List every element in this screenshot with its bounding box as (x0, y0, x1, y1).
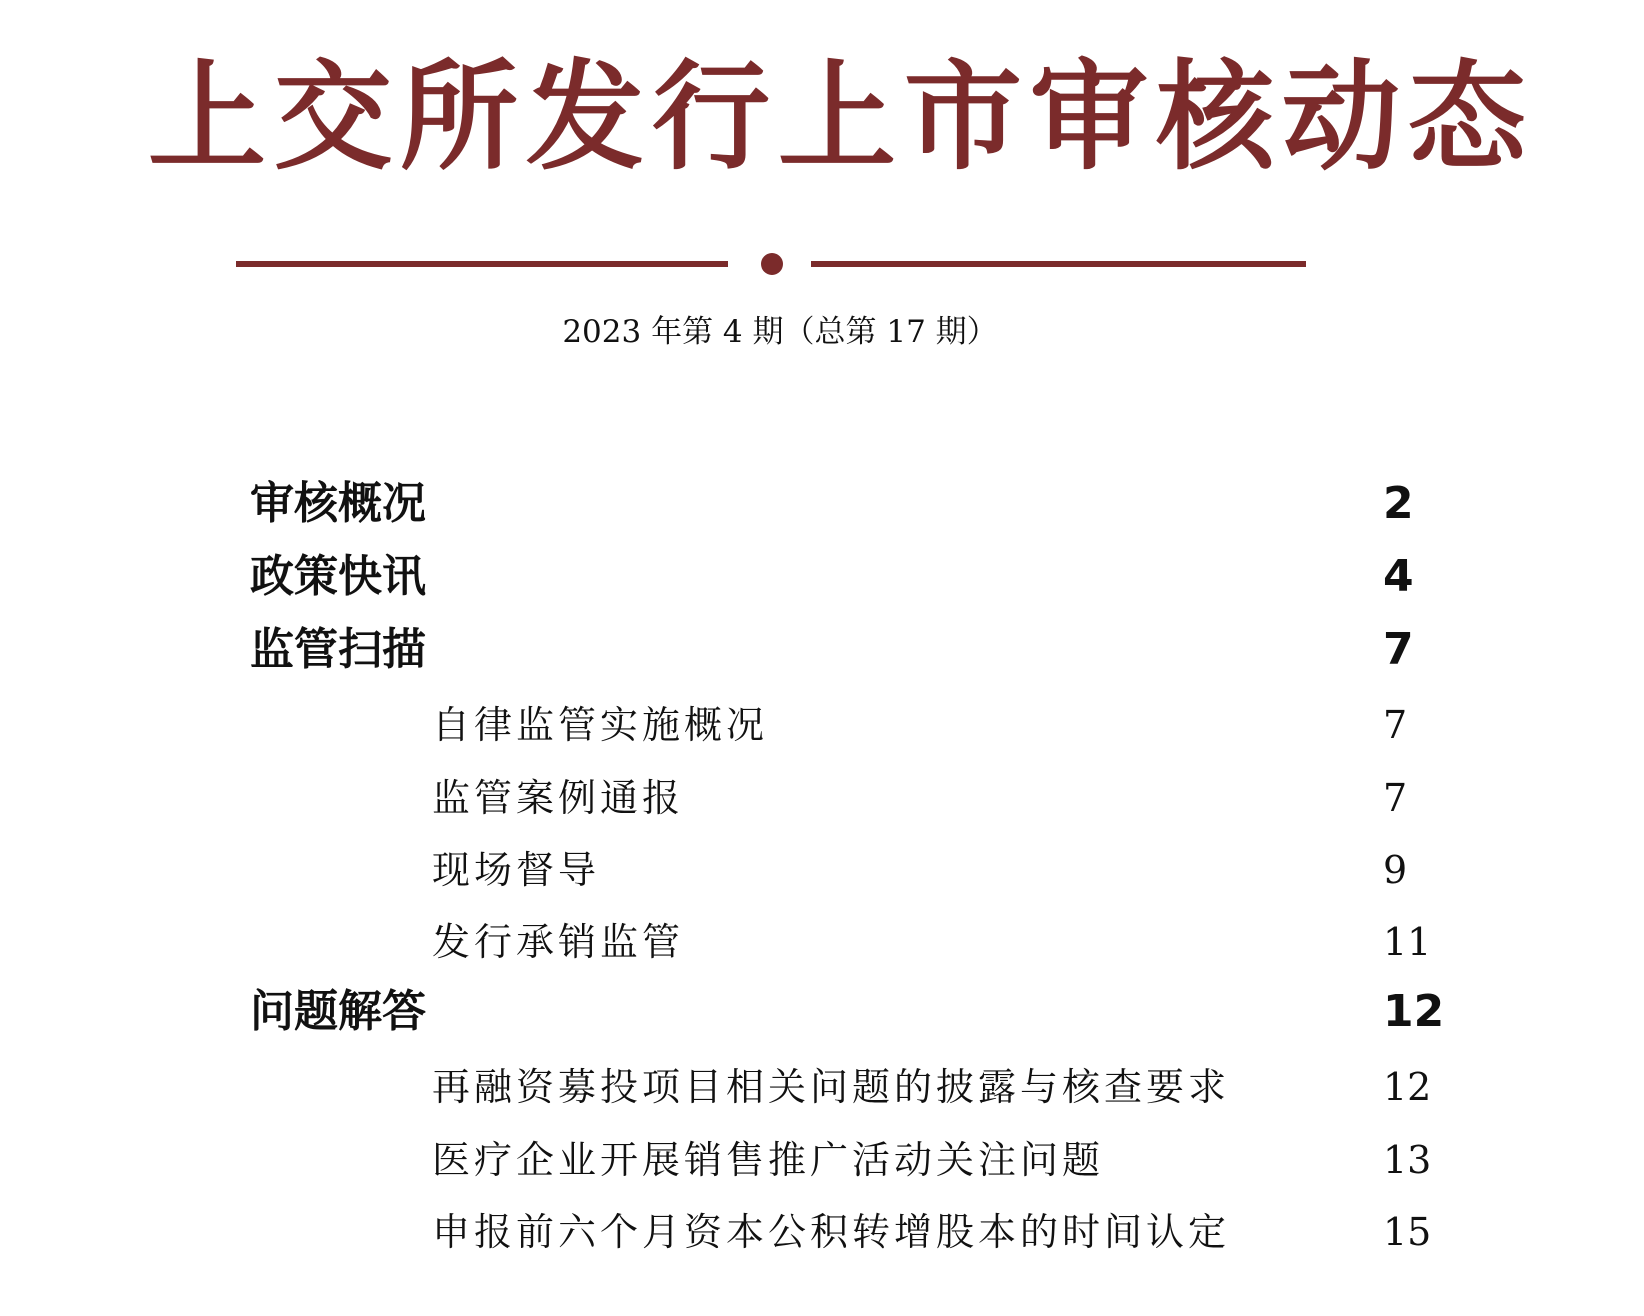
toc-entry-title: 监管案例通报 (432, 776, 685, 820)
toc-entry-self-regulation-overview[interactable] (0, 695, 1644, 755)
toc-entry-title: 审核概况 (250, 478, 426, 529)
toc-entry-page: 7 (1383, 776, 1408, 820)
toc-entry-case-reports[interactable] (0, 768, 1644, 828)
toc-entry-title: 政策快讯 (250, 551, 426, 602)
toc-entry-title: 发行承销监管 (432, 920, 685, 964)
toc-entry-page: 7 (1383, 624, 1414, 675)
toc-entry-page: 12 (1383, 986, 1445, 1037)
toc-entry-title: 现场督导 (432, 848, 601, 892)
toc-entry-title: 申报前六个月资本公积转增股本的时间认定 (432, 1210, 1231, 1254)
toc-entry-page: 7 (1383, 703, 1408, 747)
toc-entry-title: 监管扫描 (250, 624, 426, 675)
toc-entry-title: 再融资募投项目相关问题的披露与核查要求 (432, 1065, 1231, 1109)
toc-entry-supervision-scan[interactable] (0, 620, 1644, 680)
toc-entry-refinancing-disclosure[interactable] (0, 1057, 1644, 1117)
toc-entry-page: 13 (1383, 1138, 1432, 1182)
toc-entry-page: 12 (1383, 1065, 1432, 1109)
toc-entry-page: 4 (1383, 551, 1414, 602)
toc-entry-q-and-a[interactable] (0, 982, 1644, 1042)
toc-entry-on-site-supervision[interactable] (0, 840, 1644, 900)
toc-entry-title: 问题解答 (250, 986, 426, 1037)
toc-entry-underwriting-supervision[interactable] (0, 912, 1644, 972)
toc-entry-page: 11 (1383, 920, 1432, 964)
toc-entry-policy-news[interactable] (0, 547, 1644, 607)
masthead-title: 上交所发行上市审核动态 (148, 47, 1535, 186)
toc-entry-title: 医疗企业开展销售推广活动关注问题 (432, 1138, 1105, 1182)
toc-entry-audit-overview[interactable] (0, 474, 1644, 534)
toc-entry-capital-reserve-timing[interactable] (0, 1202, 1644, 1262)
toc-entry-medical-sales-promotion[interactable] (0, 1130, 1644, 1190)
toc-entry-page: 15 (1383, 1210, 1432, 1254)
issue-number: 2023 年第 4 期（总第 17 期） (562, 314, 998, 350)
toc-entry-page: 2 (1383, 478, 1414, 529)
toc-entry-page: 9 (1383, 848, 1408, 892)
toc-entry-title: 自律监管实施概况 (432, 703, 769, 747)
